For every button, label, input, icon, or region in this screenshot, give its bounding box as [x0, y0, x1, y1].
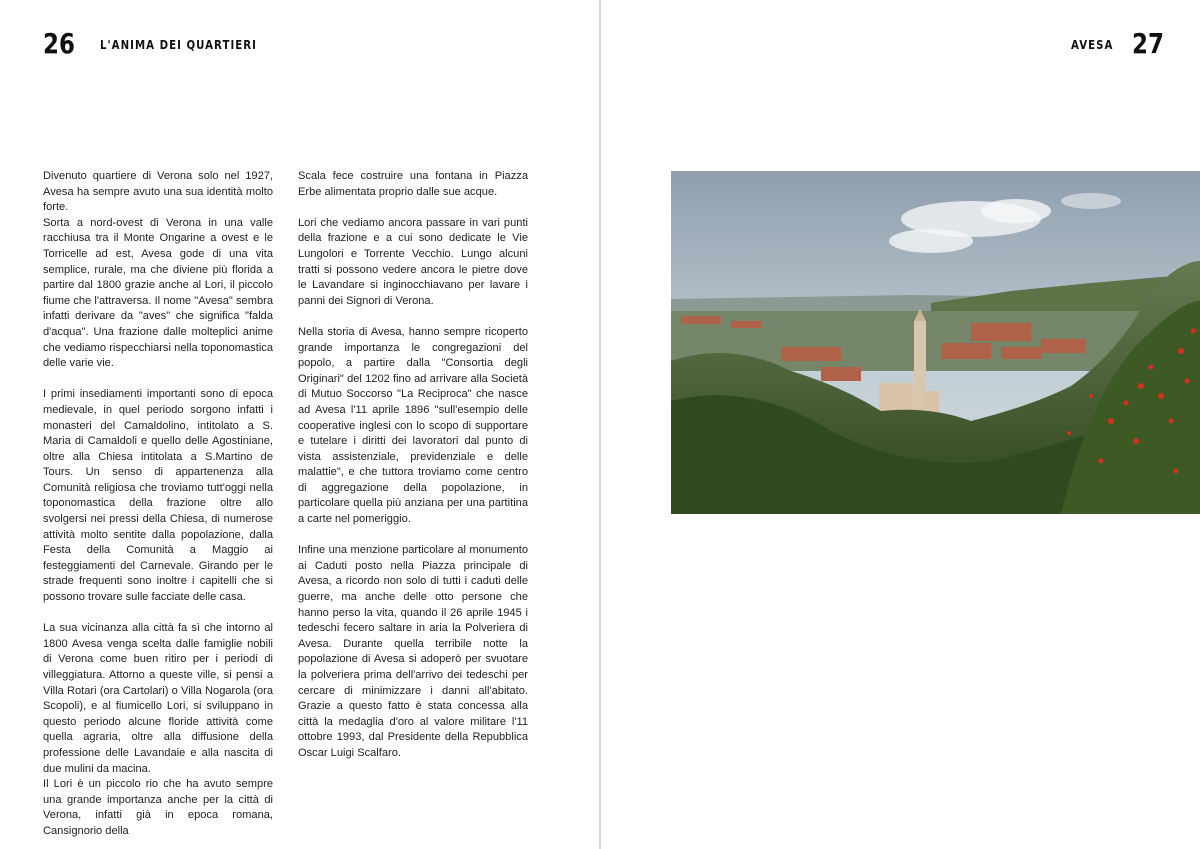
page-number-left: 26	[43, 27, 75, 60]
paragraph: Divenuto quartiere di Verona solo nel 1927, Avesa ha sempre avuto una sua identità molto forte.	[43, 170, 273, 214]
paragraph: Lori che vediamo ancora passare in vari punti della frazione e a cui sono dedicate le Vie Lungolori e Torrente Vecchio. Lungo alcuni tratti si possono vedere ancora le pietre dove le Lavandare si inginocchiavano per lavare i panni dei Signori di Verona.	[298, 216, 528, 307]
paragraph: Nella storia di Avesa, hanno sempre ricoperto grande importanza le congregazioni del popolo, a partire dalla "Consortia degli Originari" del 1202 fino ad arrivare alla Società di Mutuo Soccorso "La Reciproca" che nasce ad Avesa l'11 aprile 1896 "sull'esempio delle cooperative inglesi con lo scopo di supportare e tutelare i diritti dei lavoratori dal punto di vista assistenziale, previdenziale e delle malattie", e che tuttora troviamo come centro di aggregazione della popolazione, in particolare quella più anziana per una partitina a carte nel pomeriggio.	[298, 325, 528, 526]
text-column-2	[298, 169, 528, 762]
running-head-right: AVESA	[1071, 38, 1114, 52]
landscape-photo	[671, 171, 1200, 514]
left-page	[0, 0, 599, 849]
right-page	[601, 0, 1200, 849]
paragraph: I primi insediamenti importanti sono di epoca medievale, in quel periodo sorgono infatti i monasteri del Camaldolino, intitolato a S. Maria di Camaldoli e quello delle Agostiniane, oltre alla Chiesa intitolata a S.Martino de Tours. Un senso di appartenenza alla Comunità religiosa che troviamo tutt'oggi nella toponomastica della frazione oltre allo svolgersi nei pressi della Chiesa, di numerose attività molto sentite dalla popolazione, dalla Festa della Comunità a Maggio ai festeggiamenti del Carnevale. Girando per le strade frequenti sono inoltre i capitelli che si possono trovare sulle facciate delle casa.	[43, 388, 273, 604]
page-number-right: 27	[1132, 27, 1164, 60]
paragraph: La sua vicinanza alla città fa sì che intorno al 1800 Avesa venga scelta dalle famiglie nobili di Verona come buen ritiro per i periodi di villeggiatura. Attorno a queste ville, si pensi a Villa Rotari (ora Cartolari) o Villa Nogarola (ora Scopoli), e al fiumicello Lori, si sviluppano in questo periodo alcune floride attività come quella agraria, oltre alla diffusione della professione delle Lavandaie e alla nascita di due mulini da macina.	[43, 622, 273, 775]
paragraph: Sorta a nord-ovest di Verona in una valle racchiusa tra il Monte Ongarine a ovest e le Torricelle ad est, Avesa gode di una vita semplice, rurale, ma che diviene più florida a partire dal 1800 grazie anche al Lori, il piccolo fiume che l'attraversa. Il nome "Avesa" sembra infatti derivare da "aves" che significa "falda d'acqua". Una frazione dalle molteplici anime che vediamo rispecchiarsi nella toponomastica delle varie vie.	[43, 216, 273, 370]
landscape-photo-icon	[671, 171, 1200, 514]
running-head-left: L'ANIMA DEI QUARTIERI	[100, 38, 257, 52]
paragraph: Scala fece costruire una fontana in Piazza Erbe alimentata proprio dalle sue acque.	[298, 170, 528, 198]
text-column-1	[43, 169, 273, 840]
paragraph: Infine una menzione particolare al monumento ai Caduti posto nella Piazza principale di Avesa, a ricordo non solo di tutti i caduti delle guerre, ma anche delle otto persone che hanno perso la vita, quando il 26 aprile 1945 i tedeschi fecero saltare in aria la Polveriera di Avesa. Durante quella terribile notte la popolazione di Avesa si adoperò per svuotare la polveriera prima dell'arrivo dei tedeschi per cercare di minimizzare i danni all'abitato. Grazie a questo fatto è stata concessa alla città la medaglia d'oro al valore militare l'11 ottobre 1993, dal Presidente della Repubblica Oscar Luigi Scalfaro.	[298, 544, 528, 759]
paragraph: Il Lori è un piccolo rio che ha avuto sempre una grande importanza anche per la città di Verona, infatti già in epoca romana, Cansignorio della	[43, 778, 273, 837]
